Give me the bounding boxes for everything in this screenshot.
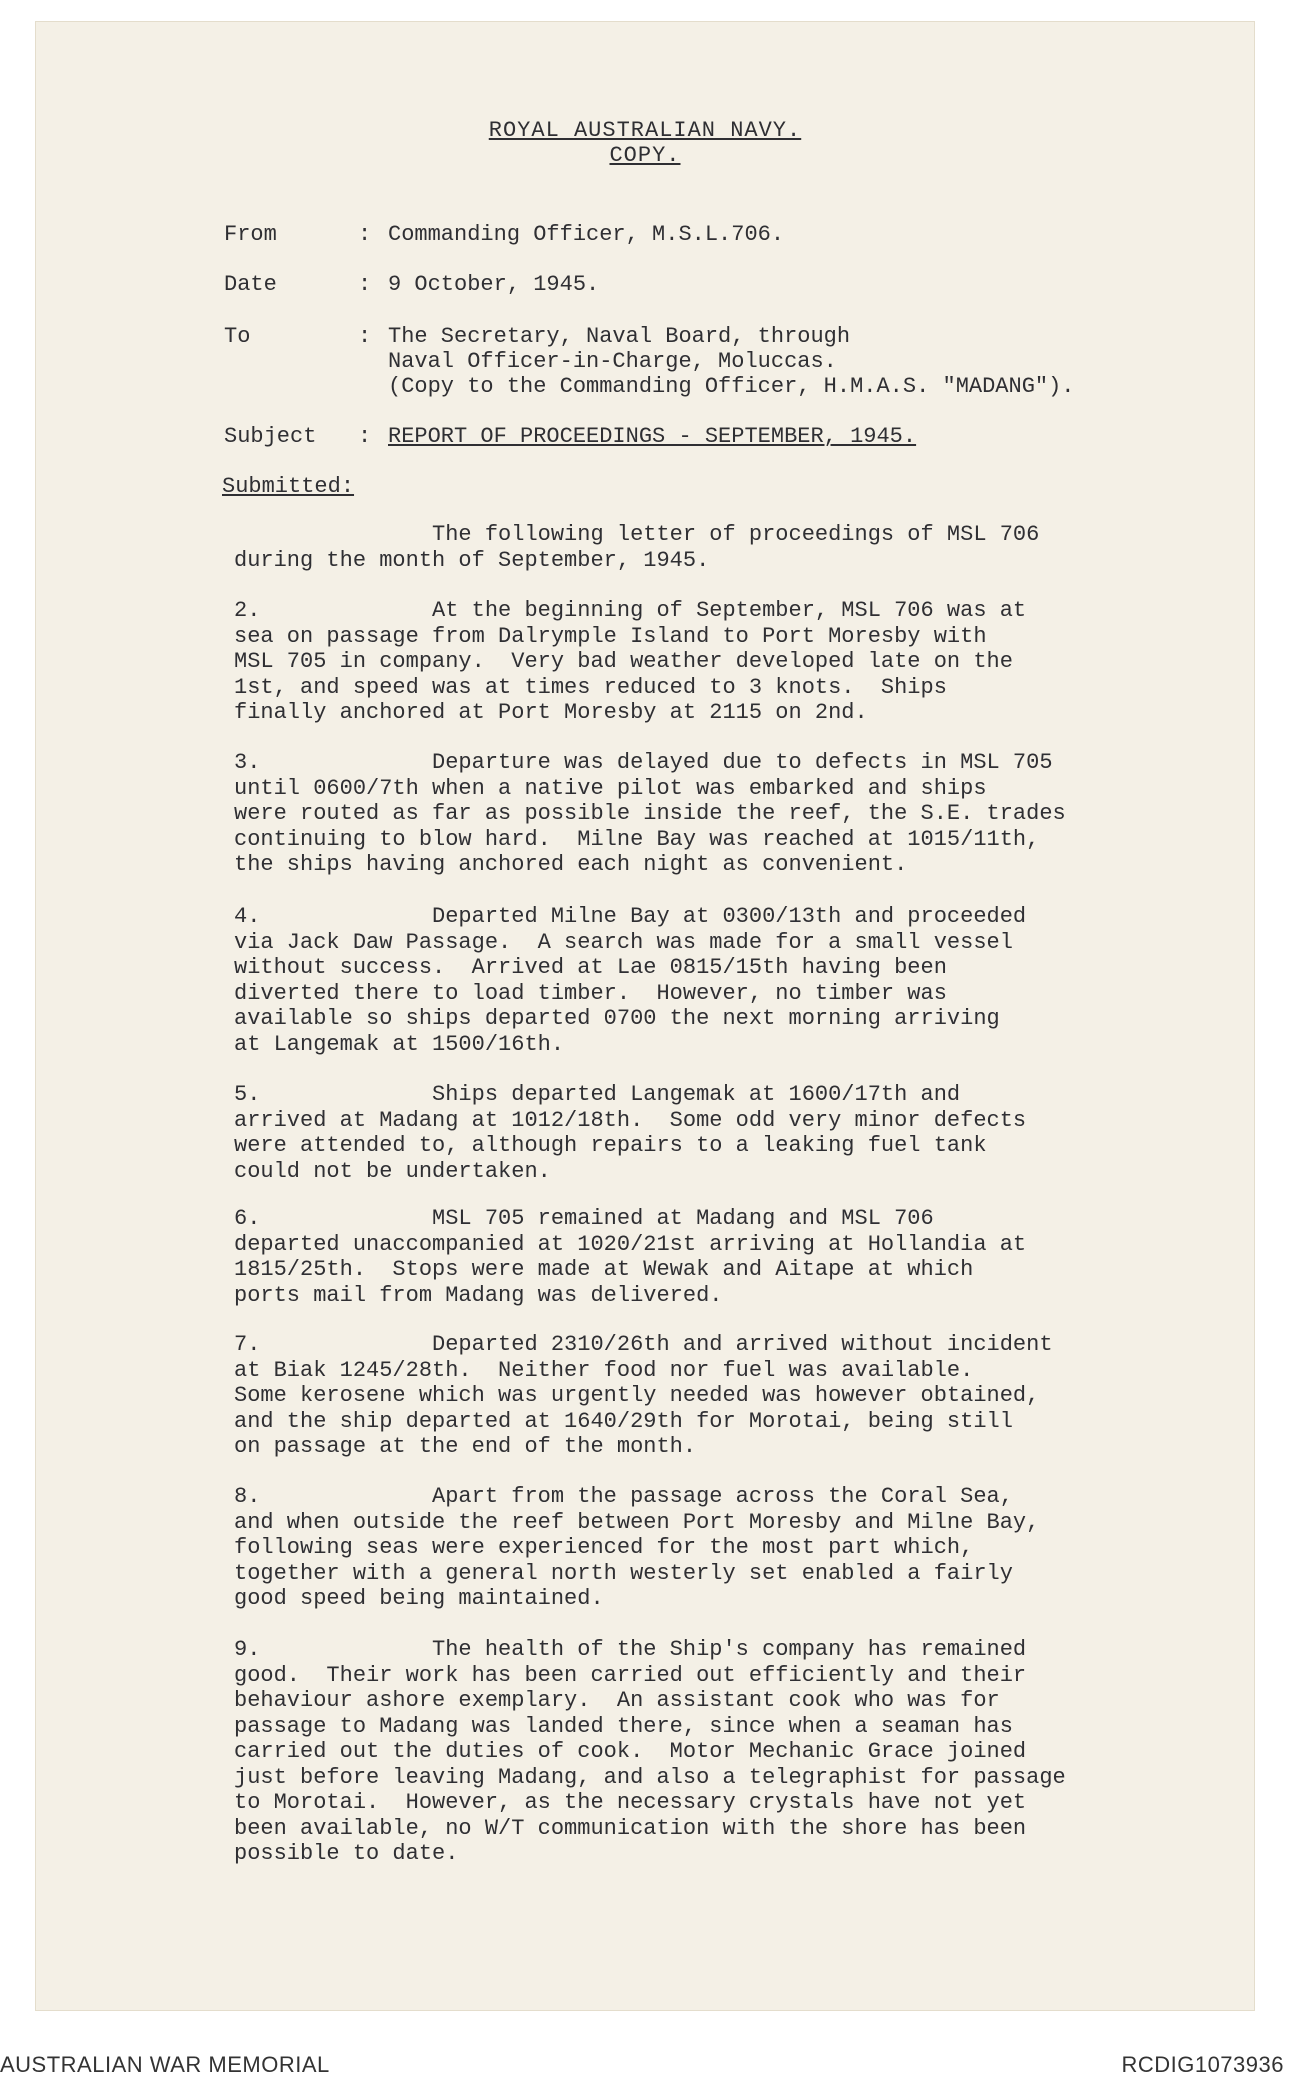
paragraph-6: 6. MSL 705 remained at Madang and MSL 706 departed unaccompanied at 1020/21st arriving at Hollandia at 1815/25th. Stops were made at Wewak and Aitape at which ports mail from Madang was delivered. [234,1206,1027,1308]
paragraph-3: 3. Departure was delayed due to defects in MSL 705 until 0600/7th when a native pilot was embarked and ships were routed as far as possible inside the reef, the S.E. trades continuing to blow hard. Milne Bay was reached at 1015/11th, the ships having anchored each night as convenient. [234,750,1066,877]
paragraph-1: The following letter of proceedings of MSL 706 during the month of September, 1945. [234,522,1040,573]
paragraph-5: 5. Ships departed Langemak at 1600/17th and arrived at Madang at 1012/18th. Some odd very minor defects were attended to, although repairs to a leaking fuel tank could not be undertaken. [234,1082,1027,1184]
submitted-label: Submitted: [222,474,355,499]
from-colon: : [358,222,372,247]
paragraph-9: 9. The health of the Ship's company has remained good. Their work has been carried out efficiently and their behaviour ashore exemplary. An assistant cook who was for passage to Madang was landed there, since when a seaman has carried out the duties of cook. Motor Mechanic Grace joined just before leaving Madang, and also a telegraphist for passage to Morotai. However, as the necessary crystals have not yet been available, no W/T communication with the shore has been possible to date. [234,1637,1066,1866]
to-label: To [224,324,251,349]
heading-line-2: COPY. [609,143,681,168]
date-value: 9 October, 1945. [388,272,600,297]
archive-id: RCDIG1073936 [1121,2052,1284,2077]
archive-credit: AUSTRALIAN WAR MEMORIAL [0,2052,330,2077]
subject-colon: : [358,424,372,449]
document-subheading [0,143,1290,168]
paragraph-4: 4. Departed Milne Bay at 0300/13th and proceeded via Jack Daw Passage. A search was made for a small vessel without success. Arrived at Lae 0815/15th having been diverted there to load timber. However, no timber was available so ships departed 0700 the next morning arriving at Langemak at 1500/16th. [234,904,1027,1057]
date-colon: : [358,272,372,297]
subject-label: Subject [224,424,317,449]
paragraph-7: 7. Departed 2310/26th and arrived without incident at Biak 1245/28th. Neither food nor fuel was available. Some kerosene which was urgently needed was however obtained, and the ship departed at 1640/29th for Morotai, being still on passage at the end of the month. [234,1332,1053,1459]
from-label: From [224,222,277,247]
to-value: The Secretary, Naval Board, through Naval Officer-in-Charge, Moluccas. (Copy to the Commanding Officer, H.M.A.S. "MADANG"). [388,324,1075,399]
heading-line-1: ROYAL AUSTRALIAN NAVY. [488,118,802,143]
paragraph-2: 2. At the beginning of September, MSL 706 was at sea on passage from Dalrymple Island to Port Moresby with MSL 705 in company. Very bad weather developed late on the 1st, and speed was at times reduced to 3 knots. Ships finally anchored at Port Moresby at 2115 on 2nd. [234,598,1027,725]
date-label: Date [224,272,277,297]
from-value: Commanding Officer, M.S.L.706. [388,222,785,247]
to-colon: : [358,324,372,349]
paragraph-8: 8. Apart from the passage across the Coral Sea, and when outside the reef between Port Moresby and Milne Bay, following seas were experienced for the most part which, together with a general north westerly set enabled a fairly good speed being maintained. [234,1484,1040,1611]
subject-value: REPORT OF PROCEEDINGS - SEPTEMBER, 1945. [388,424,917,449]
document-heading [0,118,1290,143]
